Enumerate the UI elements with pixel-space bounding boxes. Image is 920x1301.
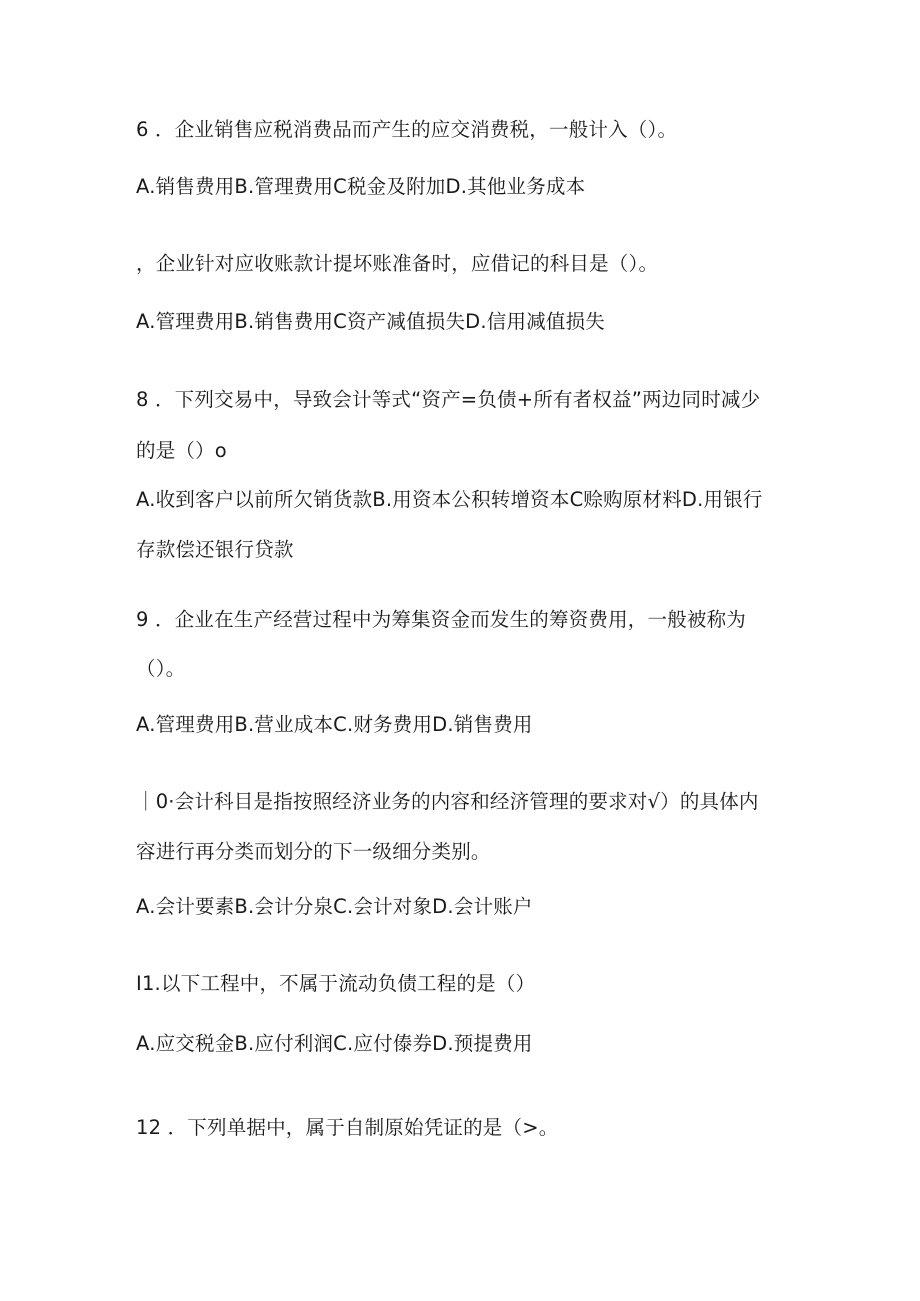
question-7: ，企业针对应收账款计提坏账准备时，应借记的科目是（）。 xyxy=(136,252,659,275)
question-8-options-continued: 存款偿还银行贷款 xyxy=(136,538,294,561)
question-12: 12 ．下列单据中，属于自制原始凭证的是（>。 xyxy=(136,1116,559,1139)
question-6-options: A.销售费用B.管理费用C税金及附加D.其他业务成本 xyxy=(136,175,586,198)
question-8: 8 ．下列交易中，导致会计等式“资产=负债+所有者权益”两边同时减少 xyxy=(136,388,761,411)
question-8-continued: 的是（）o xyxy=(136,439,227,462)
question-11-options: A.应交税金B.应付利润C.应付傣券D.预提费用 xyxy=(136,1032,533,1055)
question-10: ｜0·会计科目是指按照经济业务的内容和经济管理的要求对√）的具体内 xyxy=(136,790,759,813)
question-7-options: A.管理费用B.销售费用C资产减值损失D.信用减值损失 xyxy=(136,310,606,333)
question-9-continued: （）。 xyxy=(136,657,186,680)
question-11: I1.以下工程中，不属于流动负债工程的是（） xyxy=(136,972,536,995)
question-8-options: A.收到客户以前所欠销货款B.用资本公积转增资本C赊购原材料D.用银行 xyxy=(136,488,763,511)
question-9: 9 ．企业在生产经营过程中为筹集资金而发生的筹资费用，一般被称为 xyxy=(136,608,747,631)
question-6: 6 ．企业销售应税消费品而产生的应交消费税，一般计入（）。 xyxy=(136,118,678,141)
question-10-options: A.会计要素B.会计分泉C.会计对象D.会计账户 xyxy=(136,895,533,918)
question-10-continued: 容进行再分类而划分的下一级细分类别。 xyxy=(136,840,491,863)
question-9-options: A.管理费用B.营业成本C.财务费用D.销售费用 xyxy=(136,713,533,736)
